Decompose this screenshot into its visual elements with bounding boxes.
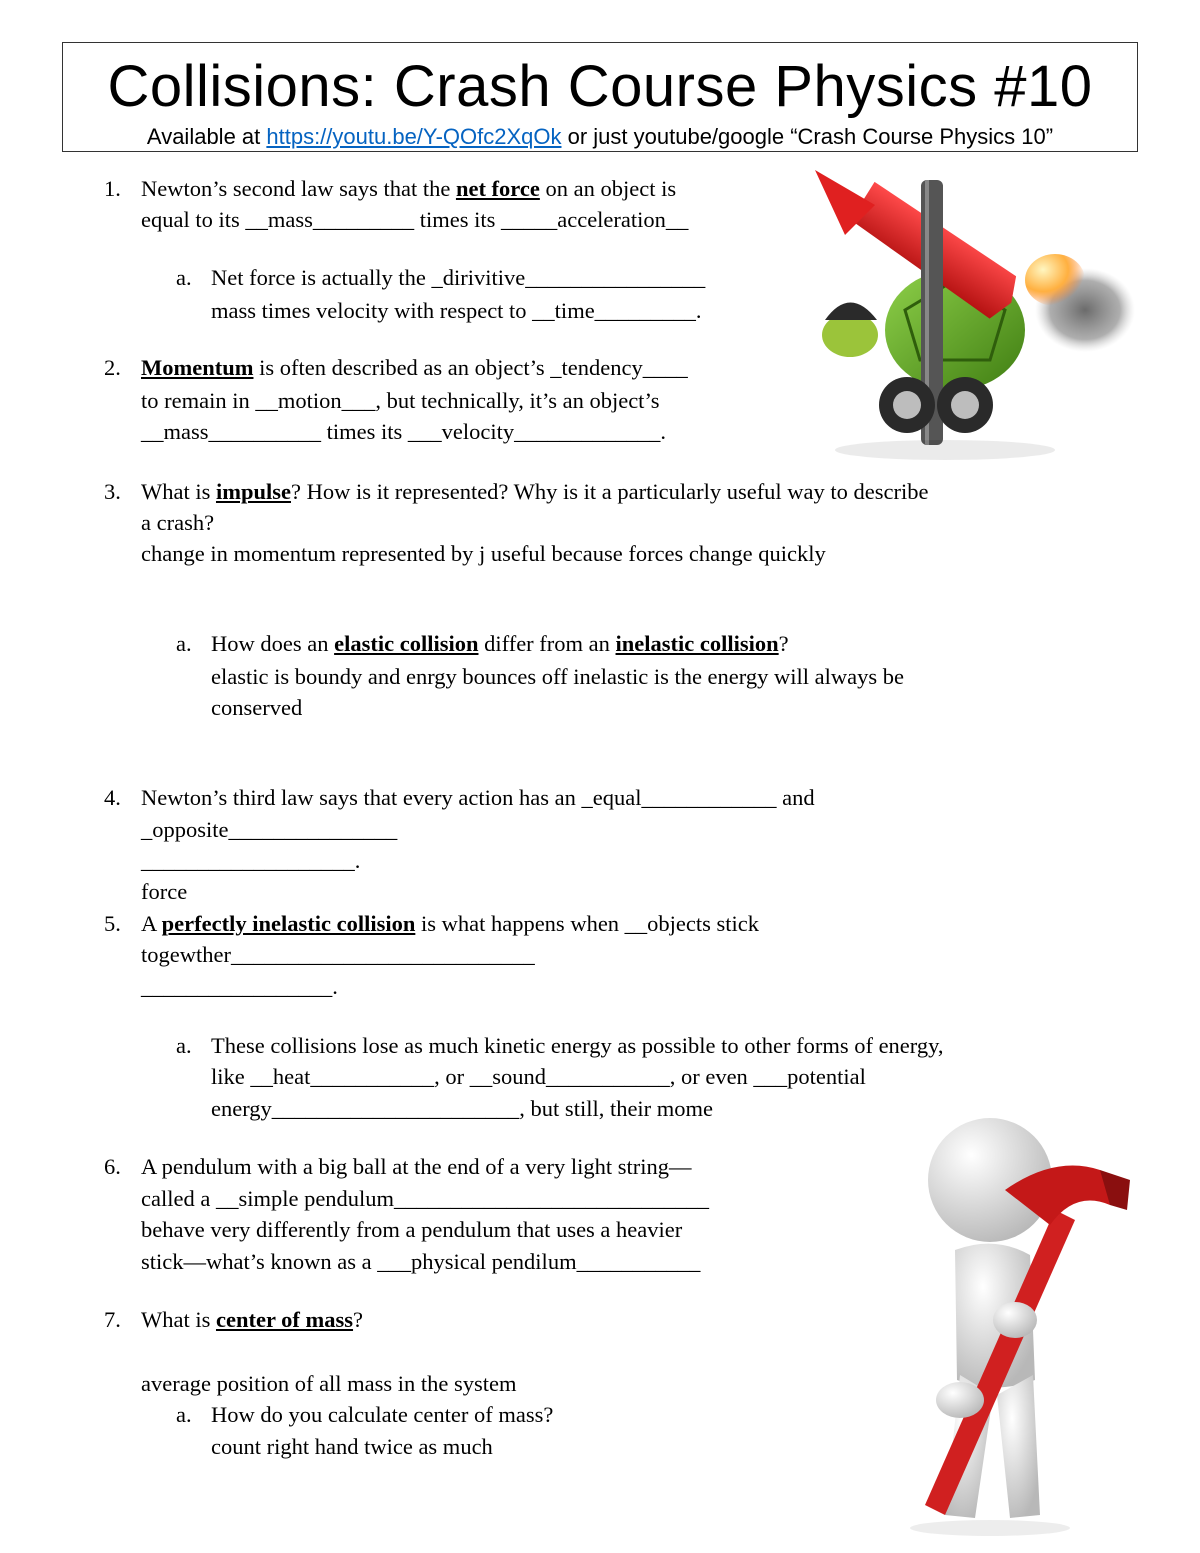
q3a-line1 <box>211 629 789 659</box>
q1-number: 1. <box>104 176 121 201</box>
video-source-line <box>63 123 1137 151</box>
q3a-answer-line2[interactable]: conserved <box>211 695 303 720</box>
q3a-text-end: ? <box>778 631 789 656</box>
title-box <box>62 42 1138 152</box>
q6-line1: A pendulum with a big ball at the end of a very light string— <box>141 1154 692 1179</box>
hubcap-left <box>893 391 921 419</box>
available-suffix: or just youtube/google “Crash Course Physics 10” <box>561 124 1054 149</box>
q1-text-end: on an object is <box>539 176 677 201</box>
term-momentum: Momentum <box>141 355 254 380</box>
q2-line2: to remain in __motion___, but technically, it’s an object’s <box>141 388 660 413</box>
term-elastic-collision: elastic collision <box>334 631 479 656</box>
term-perfectly-inelastic-collision: perfectly inelastic collision <box>161 911 416 936</box>
hubcap-right <box>951 391 979 419</box>
q5a-line3: energy______________________, but still, their mome <box>211 1096 714 1121</box>
figure-leg-right <box>997 1375 1040 1518</box>
q7a-answer[interactable]: count right hand twice as much <box>211 1434 493 1459</box>
q5-text-end: is what happens when __objects stick <box>415 911 760 936</box>
q3a-text-mid: differ from an <box>478 631 616 656</box>
turtle-rocket-illustration <box>815 160 1135 480</box>
q4-line3: ___________________. <box>141 848 361 873</box>
q1-text: Newton’s second law says that the <box>141 176 456 201</box>
q5-text: A <box>141 911 162 936</box>
q6-line2: called a __simple pendulum____________________________ <box>141 1186 710 1211</box>
figure-hand-lower <box>936 1382 984 1418</box>
q3a-answer-line1[interactable]: elastic is boundy and enrgy bounces off inelastic is the energy will always be <box>211 664 904 689</box>
page-title: Collisions: Crash Course Physics #10 <box>107 54 1093 119</box>
video-link[interactable]: https://youtu.be/Y-QOfc2XqOk <box>266 124 562 149</box>
q5-line3: _________________. <box>141 974 338 999</box>
stick-figure-hammer-illustration <box>905 1110 1135 1540</box>
q3-answer[interactable]: change in momentum represented by j useful because forces change quickly <box>141 541 826 566</box>
q4-line1: Newton’s third law says that every action has an _equal____________ and <box>141 785 815 810</box>
q1a-label: a. <box>176 265 192 290</box>
q7a-label: a. <box>176 1402 192 1427</box>
q3-number: 3. <box>104 479 121 504</box>
q2-number: 2. <box>104 355 121 380</box>
rocket-flame <box>1025 254 1085 306</box>
q4-line2: _opposite_______________ <box>141 817 398 842</box>
q4-answer[interactable]: force <box>141 879 188 904</box>
q3-line1 <box>141 477 929 507</box>
q1-line2: equal to its __mass_________ times its _____acceleration__ <box>141 207 689 232</box>
q3-text-end: ? How is it represented? Why is it a particularly useful way to describe <box>291 479 929 504</box>
q6-line3: behave very differently from a pendulum that uses a heavier <box>141 1217 683 1242</box>
q5-line2: togewther___________________________ <box>141 942 535 967</box>
q3-line2: a crash? <box>141 510 215 535</box>
q5a-line1: These collisions lose as much kinetic energy as possible to other forms of energy, <box>211 1033 944 1058</box>
q5-line1 <box>141 909 759 939</box>
figure-hand-upper <box>993 1302 1037 1338</box>
q2-text: is often described as an object’s _tendency____ <box>253 355 688 380</box>
q4-number: 4. <box>104 785 121 810</box>
q3a-label: a. <box>176 631 192 656</box>
q6-line4: stick—what’s known as a ___physical pendilum___________ <box>141 1249 701 1274</box>
q7-text-end: ? <box>353 1307 364 1332</box>
q6-number: 6. <box>104 1154 121 1179</box>
term-impulse: impulse <box>215 479 291 504</box>
q7a-line1: How do you calculate center of mass? <box>211 1402 554 1427</box>
term-net-force: net force <box>455 176 540 201</box>
q3a-text: How does an <box>211 631 335 656</box>
term-inelastic-collision: inelastic collision <box>615 631 779 656</box>
q5a-line2: like __heat___________, or __sound___________, or even ___potential <box>211 1064 866 1089</box>
q2-line3: __mass__________ times its ___velocity_____________. <box>141 419 666 444</box>
term-center-of-mass: center of mass <box>215 1307 354 1332</box>
q7-number: 7. <box>104 1307 121 1332</box>
q5-number: 5. <box>104 911 121 936</box>
q7-answer[interactable]: average position of all mass in the system <box>141 1371 517 1396</box>
q5a-label: a. <box>176 1033 192 1058</box>
q1a-line2: mass times velocity with respect to __time_________. <box>211 298 702 323</box>
available-prefix: Available at <box>146 124 267 149</box>
q2-line1 <box>141 353 688 383</box>
figure-shadow <box>910 1520 1070 1536</box>
q1a-line1: Net force is actually the _dirivitive________________ <box>211 265 706 290</box>
q7-line1 <box>141 1305 363 1335</box>
q1-line1 <box>141 174 676 204</box>
q3-text: What is <box>141 479 216 504</box>
q7-text: What is <box>141 1307 216 1332</box>
shadow <box>835 440 1055 460</box>
turtle-helmet <box>825 303 877 321</box>
